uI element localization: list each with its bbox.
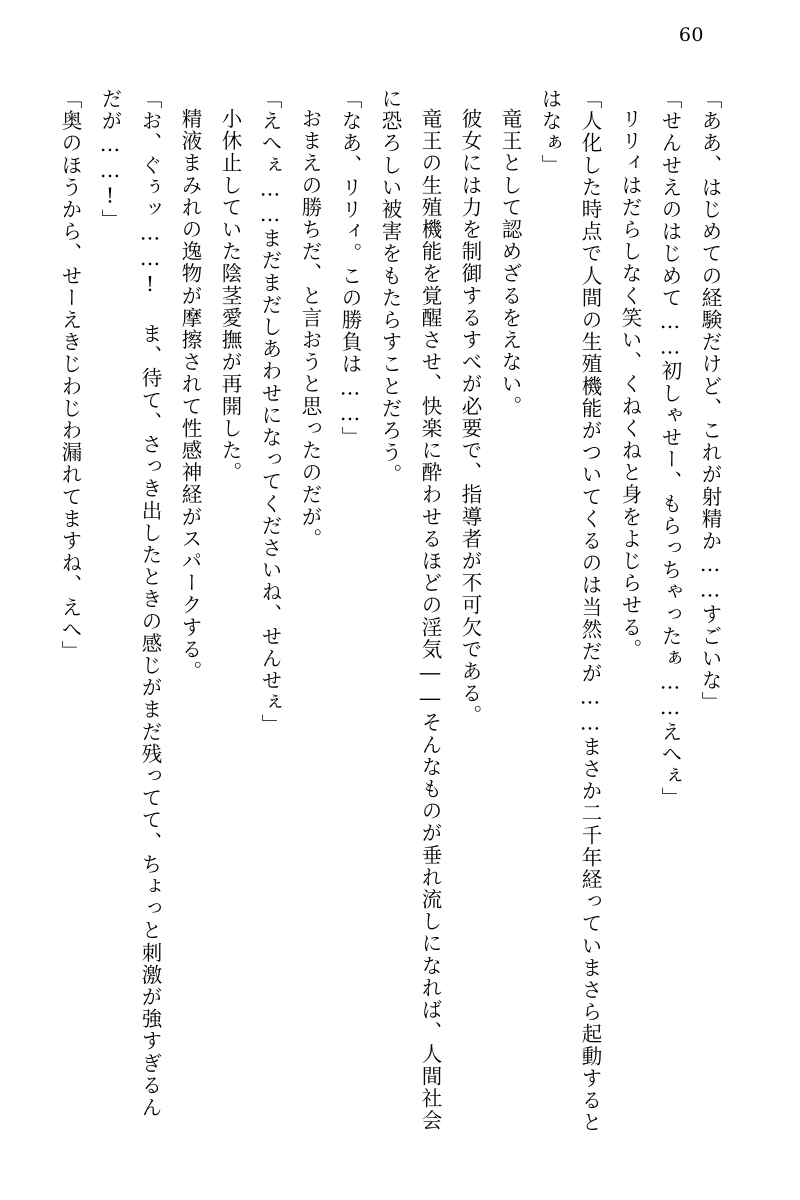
paragraph: 「奥のほうから、せーえきじわじわ漏れてますね、えへ」 xyxy=(58,88,82,663)
vertical-text-body xyxy=(58,88,730,1138)
paragraph: おまえの勝ちだ、と言おうと思ったのだが。 xyxy=(298,108,322,550)
paragraph: 彼女には力を制御するすべが必要で、指導者が不可欠である。 xyxy=(458,108,482,727)
paragraph: 「お、ぐぅッ……! ま、待て、さっき出したときの感じがまだ残ってて、ちょっと刺激が強すぎるんだが……!」 xyxy=(98,88,162,1119)
paragraph: 「えへぇ……まだまだしあわせになってくださいね、せんせぇ」 xyxy=(258,88,282,736)
paragraph: 竜王の生殖機能を覚醒させ、快楽に酔わせるほどの淫気――そんなものが垂れ流しになれば、人間社会に恐ろしい被害をもたらすことだろう。 xyxy=(378,88,442,1132)
paragraph: 精液まみれの逸物が摩擦されて性感神経がスパークする。 xyxy=(178,108,202,683)
paragraph: リリィはだらしなく笑い、くねくねと身をよじらせる。 xyxy=(618,108,642,661)
paragraph: 「せんせえのはじめて……初しゃせー、もらっちゃったぁ……えへぇ」 xyxy=(658,88,682,810)
paragraph: 「なあ、リリィ。この勝負は……」 xyxy=(338,88,362,449)
paragraph: 竜王として認めざるをえない。 xyxy=(498,108,522,418)
page-number: 60 xyxy=(678,24,704,46)
paragraph: 「人化した時点で人間の生殖機能がついてくるのは当然だが……まさか二千年経っていまさら起動するとはなぁ」 xyxy=(538,88,602,1134)
paragraph: 「ああ、はじめての経験だけど、これが射精か……すごいな」 xyxy=(698,88,722,714)
paragraph: 小休止していた陰茎愛撫が再開した。 xyxy=(218,108,242,484)
